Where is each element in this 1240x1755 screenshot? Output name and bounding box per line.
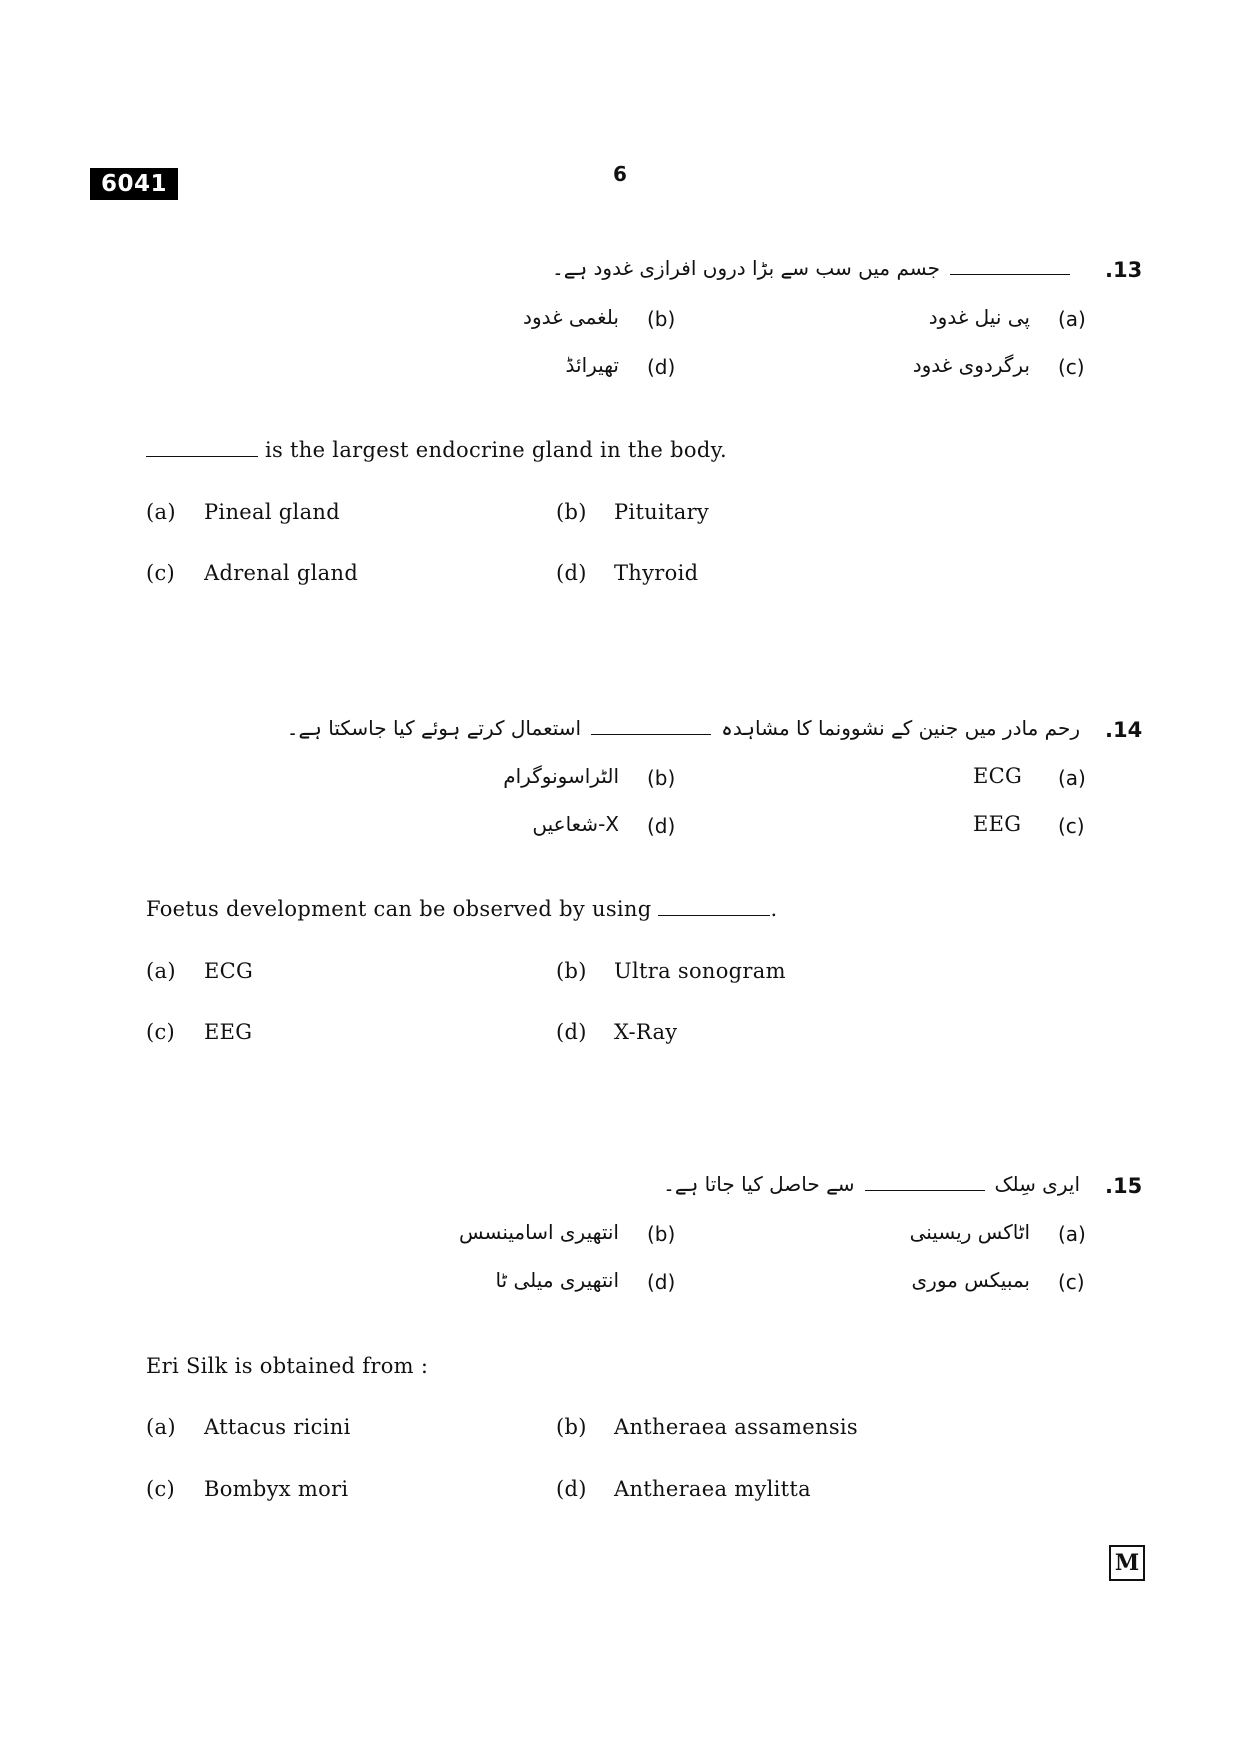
- urdu-option-c: بمبیکس موری: [911, 1268, 1030, 1292]
- urdu-blank: [591, 716, 711, 735]
- urdu-option-label-a: (a): [1058, 766, 1086, 790]
- english-option-c: EEG: [204, 1020, 253, 1044]
- urdu-question-stem: جسم میں سب سے بڑا دروں افرازی غدود ہے۔: [552, 256, 1080, 280]
- urdu-option-d: تھیرائڈ: [565, 353, 619, 377]
- english-option-a: Pineal gland: [204, 500, 340, 524]
- urdu-option-b: بلغمی غدود: [523, 305, 619, 329]
- urdu-option-d: انتھیری میلی ٹا: [495, 1268, 619, 1292]
- urdu-option-b: انتھیری اسامینسس: [459, 1220, 619, 1244]
- urdu-option-label-a: (a): [1058, 307, 1086, 331]
- question-number: .14: [1105, 718, 1143, 742]
- urdu-option-a: ECG: [973, 764, 1023, 788]
- paper-code-badge: 6041: [90, 168, 178, 200]
- english-option-label-c: (c): [146, 1020, 176, 1044]
- english-option-label-d: (d): [556, 1020, 587, 1044]
- english-option-label-a: (a): [146, 500, 176, 524]
- urdu-option-label-d: (d): [647, 355, 676, 379]
- english-option-label-d: (d): [556, 1477, 587, 1501]
- english-option-d: X-Ray: [614, 1020, 678, 1044]
- english-blank: [146, 438, 258, 457]
- urdu-option-d: X-شعاعیں: [532, 812, 619, 836]
- english-question-stem: Foetus development can be observed by using .: [146, 897, 778, 921]
- english-option-label-b: (b): [556, 500, 587, 524]
- english-option-a: Attacus ricini: [204, 1415, 351, 1439]
- english-option-c: Bombyx mori: [204, 1477, 349, 1501]
- urdu-option-label-a: (a): [1058, 1222, 1086, 1246]
- urdu-question-stem: ایری سِلکسے حاصل کیا جاتا ہے۔: [663, 1172, 1080, 1196]
- urdu-option-a: پی نیل غدود: [928, 305, 1030, 329]
- english-option-label-a: (a): [146, 959, 176, 983]
- page-number: 6: [613, 162, 627, 186]
- english-option-label-a: (a): [146, 1415, 176, 1439]
- english-question-stem: is the largest endocrine gland in the body.: [146, 438, 727, 462]
- urdu-option-label-d: (d): [647, 1270, 676, 1294]
- urdu-option-label-d: (d): [647, 814, 676, 838]
- english-option-b: Ultra sonogram: [614, 959, 786, 983]
- english-question-stem: Eri Silk is obtained from :: [146, 1354, 429, 1378]
- urdu-question-stem: رحم مادر میں جنین کے نشوونما کا مشاہدہاستعمال کرتے ہوئے کیا جاسکتا ہے۔: [286, 716, 1080, 740]
- urdu-blank: [865, 1172, 985, 1191]
- medium-mark-box: M: [1109, 1545, 1145, 1581]
- urdu-blank: [950, 256, 1070, 275]
- question-number: .13: [1105, 258, 1143, 282]
- urdu-option-label-c: (c): [1058, 1270, 1085, 1294]
- english-option-d: Thyroid: [614, 561, 699, 585]
- english-option-label-b: (b): [556, 1415, 587, 1439]
- urdu-option-label-c: (c): [1058, 355, 1085, 379]
- urdu-option-a: اٹاکس ریسینی: [909, 1220, 1030, 1244]
- english-option-b: Antheraea assamensis: [614, 1415, 858, 1439]
- urdu-option-label-b: (b): [647, 1222, 676, 1246]
- english-option-label-d: (d): [556, 561, 587, 585]
- urdu-option-c: EEG: [973, 812, 1022, 836]
- question-number: .15: [1105, 1174, 1143, 1198]
- english-option-label-b: (b): [556, 959, 587, 983]
- english-option-a: ECG: [204, 959, 254, 983]
- english-option-b: Pituitary: [614, 500, 710, 524]
- urdu-option-c: برگردوی غدود: [912, 353, 1030, 377]
- urdu-option-b: الٹراسونوگرام: [503, 764, 619, 788]
- urdu-option-label-b: (b): [647, 766, 676, 790]
- english-option-c: Adrenal gland: [204, 561, 359, 585]
- english-option-d: Antheraea mylitta: [614, 1477, 811, 1501]
- urdu-option-label-c: (c): [1058, 814, 1085, 838]
- urdu-option-label-b: (b): [647, 307, 676, 331]
- english-option-label-c: (c): [146, 561, 176, 585]
- english-option-label-c: (c): [146, 1477, 176, 1501]
- english-blank: [658, 897, 770, 916]
